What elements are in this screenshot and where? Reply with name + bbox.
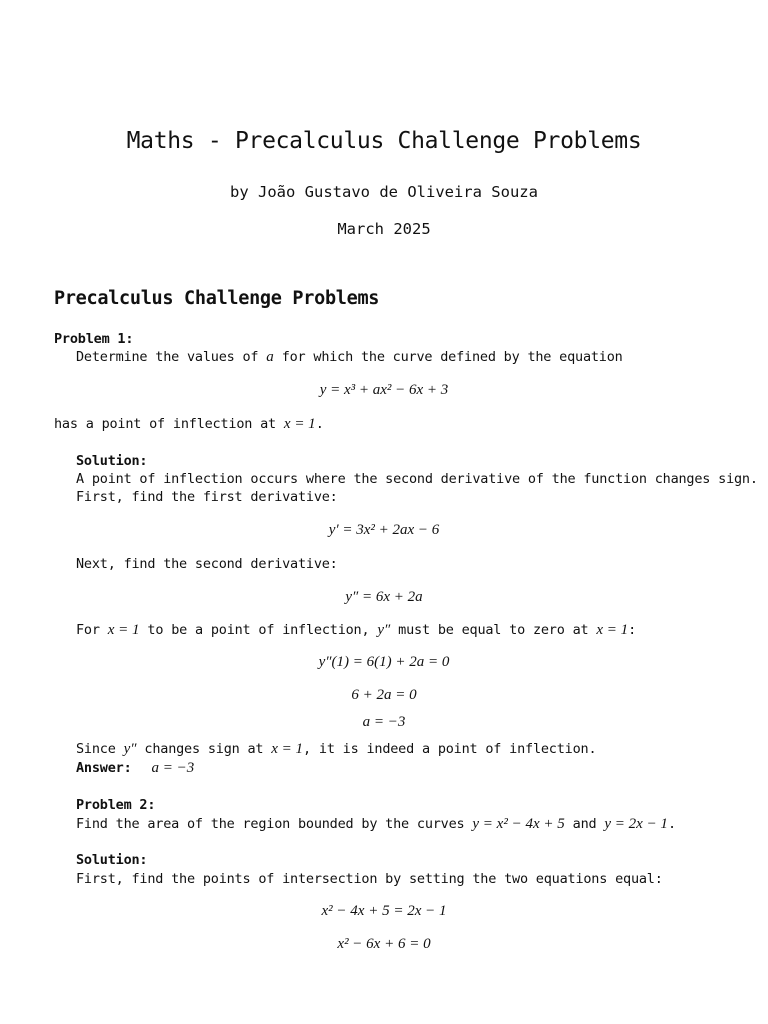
problem-1-statement-pre: Determine the values of <box>76 349 267 365</box>
problem-1-condition-text <box>76 622 636 639</box>
conclusion-mid: changes sign at <box>136 741 272 757</box>
document-date: March 2025 <box>337 220 431 238</box>
problem-1-equation-step-1: y″(1) = 6(1) + 2a = 0 <box>318 654 450 670</box>
problem-1-statement-post: for which the curve defined by the equation <box>273 349 623 365</box>
problem-1-follow-post: . <box>315 416 324 432</box>
problem-1-conclusion <box>76 741 596 758</box>
first-derivative-equation: y′ = 3x² + 2ax − 6 <box>328 522 440 538</box>
condition-post: : <box>628 622 637 638</box>
conclusion-post: , it is indeed a point of inflection. <box>303 741 597 757</box>
conclusion-math-1: y″ <box>123 741 137 757</box>
document-title: Maths - Precalculus Challenge Problems <box>126 128 642 154</box>
problem-1-solution-line-2: First, find the first derivative: <box>76 489 338 505</box>
problem-1-solution-label: Solution: <box>76 453 148 469</box>
answer-value: a = −3 <box>151 760 195 776</box>
problem-2-solution-label: Solution: <box>76 852 148 868</box>
condition-math-2: y″ <box>377 622 391 638</box>
problem-2-equation-step-2: x² − 6x + 6 = 0 <box>337 936 431 952</box>
problem-1-follow-math: x = 1 <box>283 416 316 432</box>
problem-2-solution-line-1: First, find the points of intersection by setting the two equations equal: <box>76 871 663 887</box>
condition-mid-2: must be equal to zero at <box>390 622 597 638</box>
problem-1-solution-line-1: A point of inflection occurs where the second derivative of the function changes sign. <box>76 471 758 487</box>
condition-math-1: x = 1 <box>107 622 140 638</box>
document-author: by João Gustavo de Oliveira Souza <box>230 183 538 201</box>
problem-1-statement <box>76 349 623 366</box>
condition-math-3: x = 1 <box>596 622 629 638</box>
problem-2-statement <box>76 816 676 833</box>
problem-1-statement-var: a <box>266 349 274 365</box>
condition-mid: to be a point of inflection, <box>139 622 378 638</box>
problem-1-label: Problem 1: <box>54 331 134 347</box>
problem-1-next-text: Next, find the second derivative: <box>76 556 338 572</box>
problem-2-statement-and: and <box>564 816 605 832</box>
problem-1-equation-step-3: a = −3 <box>362 714 406 730</box>
problem-2-statement-post: . <box>667 816 676 832</box>
problem-1-equation: y = x³ + ax² − 6x + 3 <box>319 382 449 398</box>
conclusion-math-2: x = 1 <box>271 741 304 757</box>
problem-1-answer <box>76 760 194 777</box>
condition-pre: For <box>76 622 108 638</box>
problem-2-equation-step-1: x² − 4x + 5 = 2x − 1 <box>321 903 447 919</box>
problem-1-followup <box>54 416 324 433</box>
problem-1-follow-pre: has a point of inflection at <box>54 416 284 432</box>
section-title: Precalculus Challenge Problems <box>54 288 380 309</box>
problem-2-curve-2: y = 2x − 1 <box>604 816 668 832</box>
problem-2-label: Problem 2: <box>76 797 156 813</box>
answer-label: Answer: <box>76 760 132 776</box>
problem-2-curve-1: y = x² − 4x + 5 <box>472 816 565 832</box>
problem-2-statement-pre: Find the area of the region bounded by the curves <box>76 816 473 832</box>
second-derivative-equation: y″ = 6x + 2a <box>345 589 423 605</box>
conclusion-pre: Since <box>76 741 124 757</box>
problem-1-equation-step-2: 6 + 2a = 0 <box>351 687 417 703</box>
